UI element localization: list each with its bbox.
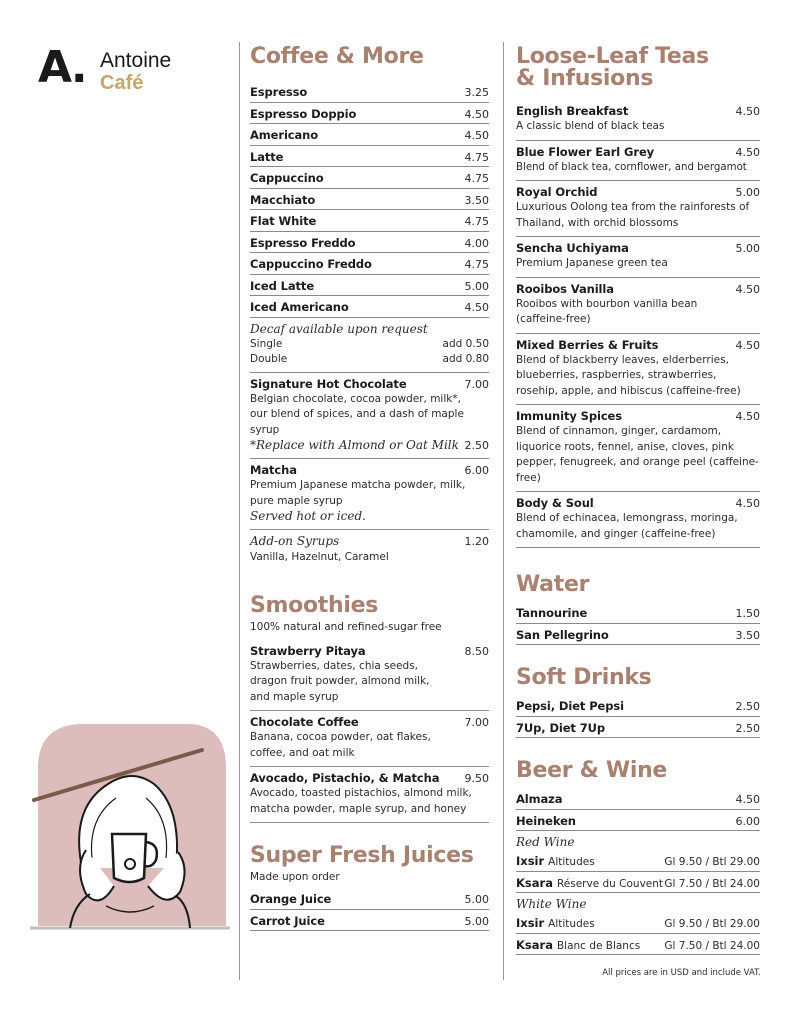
wine-name: Ksara <box>516 937 553 952</box>
wine-cuvee: Blanc de Blancs <box>556 939 641 952</box>
wine-row <box>516 934 760 956</box>
wine-row <box>516 872 760 894</box>
item-price: 4.50 <box>735 410 760 423</box>
tea-item <box>516 100 760 141</box>
item-name: Espresso Freddo <box>250 235 356 250</box>
juices-note: Made upon order <box>250 871 340 883</box>
item-price: 4.00 <box>464 236 489 250</box>
decaf-double-row <box>250 352 489 367</box>
item-description: Vanilla, Hazelnut, Caramel <box>250 551 389 563</box>
menu-row <box>516 810 760 832</box>
menu-row <box>250 275 489 297</box>
item-price: 1.50 <box>735 607 760 620</box>
item-name: Espresso <box>250 85 308 99</box>
item-name: Americano <box>250 128 319 142</box>
item-price: 4.75 <box>464 150 489 164</box>
item-price: 9.50 <box>464 772 489 785</box>
menu-column-left <box>250 40 489 931</box>
tea-item <box>516 334 760 406</box>
teas-title-line1: Loose-Leaf Teas <box>516 44 709 69</box>
item-description: Premium Japanese green tea <box>516 257 668 269</box>
wine-cuvee: Altitudes <box>548 856 595 868</box>
item-price: 3.50 <box>464 193 489 207</box>
serve-note: Served hot or iced. <box>250 509 366 523</box>
item-price: 4.50 <box>735 497 760 510</box>
milk-replace-row <box>250 438 489 453</box>
item-name: Orange Juice <box>250 892 332 906</box>
item-description: Belgian chocolate, cocoa powder, milk*, our blend of spices, and a dash of maple syrup <box>250 392 464 436</box>
item-price: 6.00 <box>735 814 760 828</box>
item-description: Premium Japanese matcha powder, milk, pure maple syrup <box>250 479 466 507</box>
item-description: Blend of blackberry leaves, elderberries, blueberries, raspberries, strawberries, rosehip, apple, and hibiscus (caffeine-free) <box>516 353 741 397</box>
item-name: Iced Americano <box>250 300 349 314</box>
item-name: Add-on Syrups <box>250 534 340 548</box>
woman-drinking-coffee-illustration <box>30 718 230 958</box>
menu-row <box>250 210 489 232</box>
item-price: 4.50 <box>735 105 760 118</box>
item-price: 5.00 <box>735 186 760 199</box>
menu-row <box>516 717 760 739</box>
teas-section-title <box>516 46 760 90</box>
item-price: 2.50 <box>735 721 760 735</box>
tea-item <box>516 237 760 278</box>
wine-price: Gl 9.50 / Btl 29.00 <box>664 856 760 868</box>
juices-section-title: Super Fresh Juices <box>250 843 474 868</box>
item-name: Pepsi, Diet Pepsi <box>516 699 624 713</box>
wine-price: Gl 7.50 / Btl 24.00 <box>664 939 760 952</box>
item-description: Blend of cinnamon, ginger, cardamom, liquorice roots, fennel, anise, cloves, pink pepper, fenugreek, and orange peel (caffeine-free) <box>516 425 759 484</box>
wine-cuvee: Réserve du Couvent <box>556 877 664 890</box>
white-wine-label: White Wine <box>516 897 587 911</box>
item-description: Banana, cocoa powder, oat flakes, coffee, and oat milk <box>250 731 431 759</box>
item-description: Avocado, toasted pistachios, almond milk, matcha powder, maple syrup, and honey <box>250 787 472 815</box>
smoothies-note: 100% natural and refined-sugar free <box>250 620 442 633</box>
item-price: 6.00 <box>464 464 489 477</box>
decaf-double-label: Double <box>250 352 288 365</box>
item-name: Body & Soul <box>516 496 594 510</box>
hot-chocolate-item <box>250 373 489 460</box>
decaf-single-row <box>250 337 489 352</box>
item-price: 5.00 <box>735 242 760 255</box>
item-price: 4.75 <box>464 215 489 228</box>
item-name: Carrot Juice <box>250 913 325 928</box>
item-price: 4.50 <box>464 129 489 142</box>
menu-row <box>250 81 489 103</box>
item-name: English Breakfast <box>516 104 629 118</box>
price-footnote: All prices are in USD and include VAT. <box>602 968 761 978</box>
menu-column-right <box>516 40 760 955</box>
tea-item <box>516 181 760 237</box>
item-name: Latte <box>250 149 284 164</box>
menu-row <box>250 296 489 318</box>
menu-row <box>250 167 489 189</box>
item-price: 4.50 <box>464 107 489 121</box>
item-name: Mixed Berries & Fruits <box>516 337 659 352</box>
tea-item <box>516 141 760 182</box>
item-price: 3.50 <box>735 628 760 642</box>
wine-name: Ixsir <box>516 854 545 868</box>
logo-letter: A. <box>38 42 86 93</box>
item-price: 3.25 <box>464 86 489 99</box>
decaf-block <box>250 318 489 373</box>
item-name: Immunity Spices <box>516 409 622 423</box>
milk-replace-note: *Replace with Almond or Oat Milk <box>250 438 459 452</box>
tea-item <box>516 492 760 548</box>
item-name: Flat White <box>250 214 317 228</box>
item-name: Rooibos Vanilla <box>516 281 614 296</box>
item-name: Sencha Uchiyama <box>516 241 629 255</box>
item-name: Cappuccino <box>250 171 324 185</box>
item-name: Chocolate Coffee <box>250 715 359 729</box>
item-description: Rooibos with bourbon vanilla bean (caffeine-free) <box>516 297 698 325</box>
menu-row <box>250 888 489 910</box>
item-price: 1.20 <box>464 535 489 548</box>
menu-row <box>250 253 489 275</box>
teas-title-line2: & Infusions <box>516 66 654 91</box>
item-name: Cappuccino Freddo <box>250 257 372 271</box>
item-price: 4.75 <box>464 258 489 271</box>
item-price: 5.00 <box>464 893 489 906</box>
smoothies-section-title: Smoothies <box>250 592 379 618</box>
menu-row <box>250 146 489 168</box>
item-name: San Pellegrino <box>516 627 609 642</box>
decaf-single-label: Single <box>250 337 283 350</box>
item-price: 2.50 <box>735 700 760 713</box>
decaf-double-price: add 0.80 <box>442 352 489 365</box>
milk-replace-price: 2.50 <box>464 439 489 452</box>
wine-name: Ixsir <box>516 916 545 930</box>
smoothie-item <box>250 767 489 823</box>
item-price: 8.50 <box>464 644 489 658</box>
item-price: 5.00 <box>464 279 489 293</box>
wine-row <box>516 912 760 934</box>
item-name: Espresso Doppio <box>250 106 357 121</box>
column-divider <box>503 42 504 980</box>
item-price: 5.00 <box>464 914 489 928</box>
wine-row <box>516 850 760 872</box>
menu-row <box>250 232 489 254</box>
item-name: Tannourine <box>516 606 588 620</box>
item-price: 4.75 <box>464 172 489 185</box>
item-name: Macchiato <box>250 192 316 207</box>
matcha-item <box>250 459 489 530</box>
decaf-note: Decaf available upon request <box>250 321 428 336</box>
item-price: 4.50 <box>735 338 760 352</box>
item-name: Royal Orchid <box>516 185 598 199</box>
column-divider <box>239 42 240 980</box>
soft-drinks-section-title: Soft Drinks <box>516 665 652 690</box>
item-price: 4.50 <box>464 301 489 314</box>
item-description: A classic blend of black teas <box>516 120 665 132</box>
item-name: Strawberry Pitaya <box>250 643 366 658</box>
cafe-logo <box>38 42 228 96</box>
item-name: Avocado, Pistachio, & Matcha <box>250 771 440 785</box>
item-name: Almaza <box>516 792 563 806</box>
smoothie-item <box>250 711 489 767</box>
menu-row <box>250 103 489 125</box>
item-description: Blend of black tea, cornflower, and bergamot <box>516 161 747 173</box>
coffee-list <box>250 81 489 318</box>
decaf-single-price: add 0.50 <box>442 337 489 350</box>
water-section-title: Water <box>516 572 590 597</box>
item-name: Signature Hot Chocolate <box>250 376 407 391</box>
item-price: 7.00 <box>464 377 489 391</box>
item-price: 4.50 <box>735 145 760 159</box>
logo-subtitle: Café <box>100 72 144 94</box>
item-name: Matcha <box>250 463 297 477</box>
item-description: Blend of echinacea, lemongrass, moringa, chamomile, and ginger (caffeine-free) <box>516 512 738 540</box>
tea-item <box>516 278 760 334</box>
menu-row <box>250 910 489 932</box>
smoothie-item <box>250 640 489 712</box>
menu-row <box>516 788 760 810</box>
wine-cuvee: Altitudes <box>548 918 595 930</box>
item-description: Strawberries, dates, chia seeds, dragon fruit powder, almond milk, and maple syrup <box>250 659 430 703</box>
syrups-item <box>250 530 489 571</box>
menu-row <box>250 124 489 146</box>
logo-name: Antoine <box>100 49 172 72</box>
coffee-section-title: Coffee & More <box>250 44 424 69</box>
menu-row <box>250 189 489 211</box>
wine-name: Ksara <box>516 875 553 890</box>
item-description: Luxurious Oolong tea from the rainforests of Thailand, with orchid blossoms <box>516 201 750 229</box>
wine-price: Gl 9.50 / Btl 29.00 <box>664 918 760 930</box>
item-name: Iced Latte <box>250 278 315 293</box>
red-wine-label: Red Wine <box>516 835 575 849</box>
beer-wine-section-title: Beer & Wine <box>516 758 668 783</box>
item-name: Heineken <box>516 813 576 828</box>
menu-row <box>516 602 760 624</box>
item-price: 7.00 <box>464 716 489 729</box>
item-name: Blue Flower Earl Grey <box>516 144 655 159</box>
menu-row <box>516 624 760 646</box>
tea-item <box>516 405 760 492</box>
wine-price: Gl 7.50 / Btl 24.00 <box>664 877 760 890</box>
item-price: 4.50 <box>735 793 760 806</box>
item-name: 7Up, Diet 7Up <box>516 720 606 735</box>
item-price: 4.50 <box>735 282 760 296</box>
menu-row <box>516 695 760 717</box>
